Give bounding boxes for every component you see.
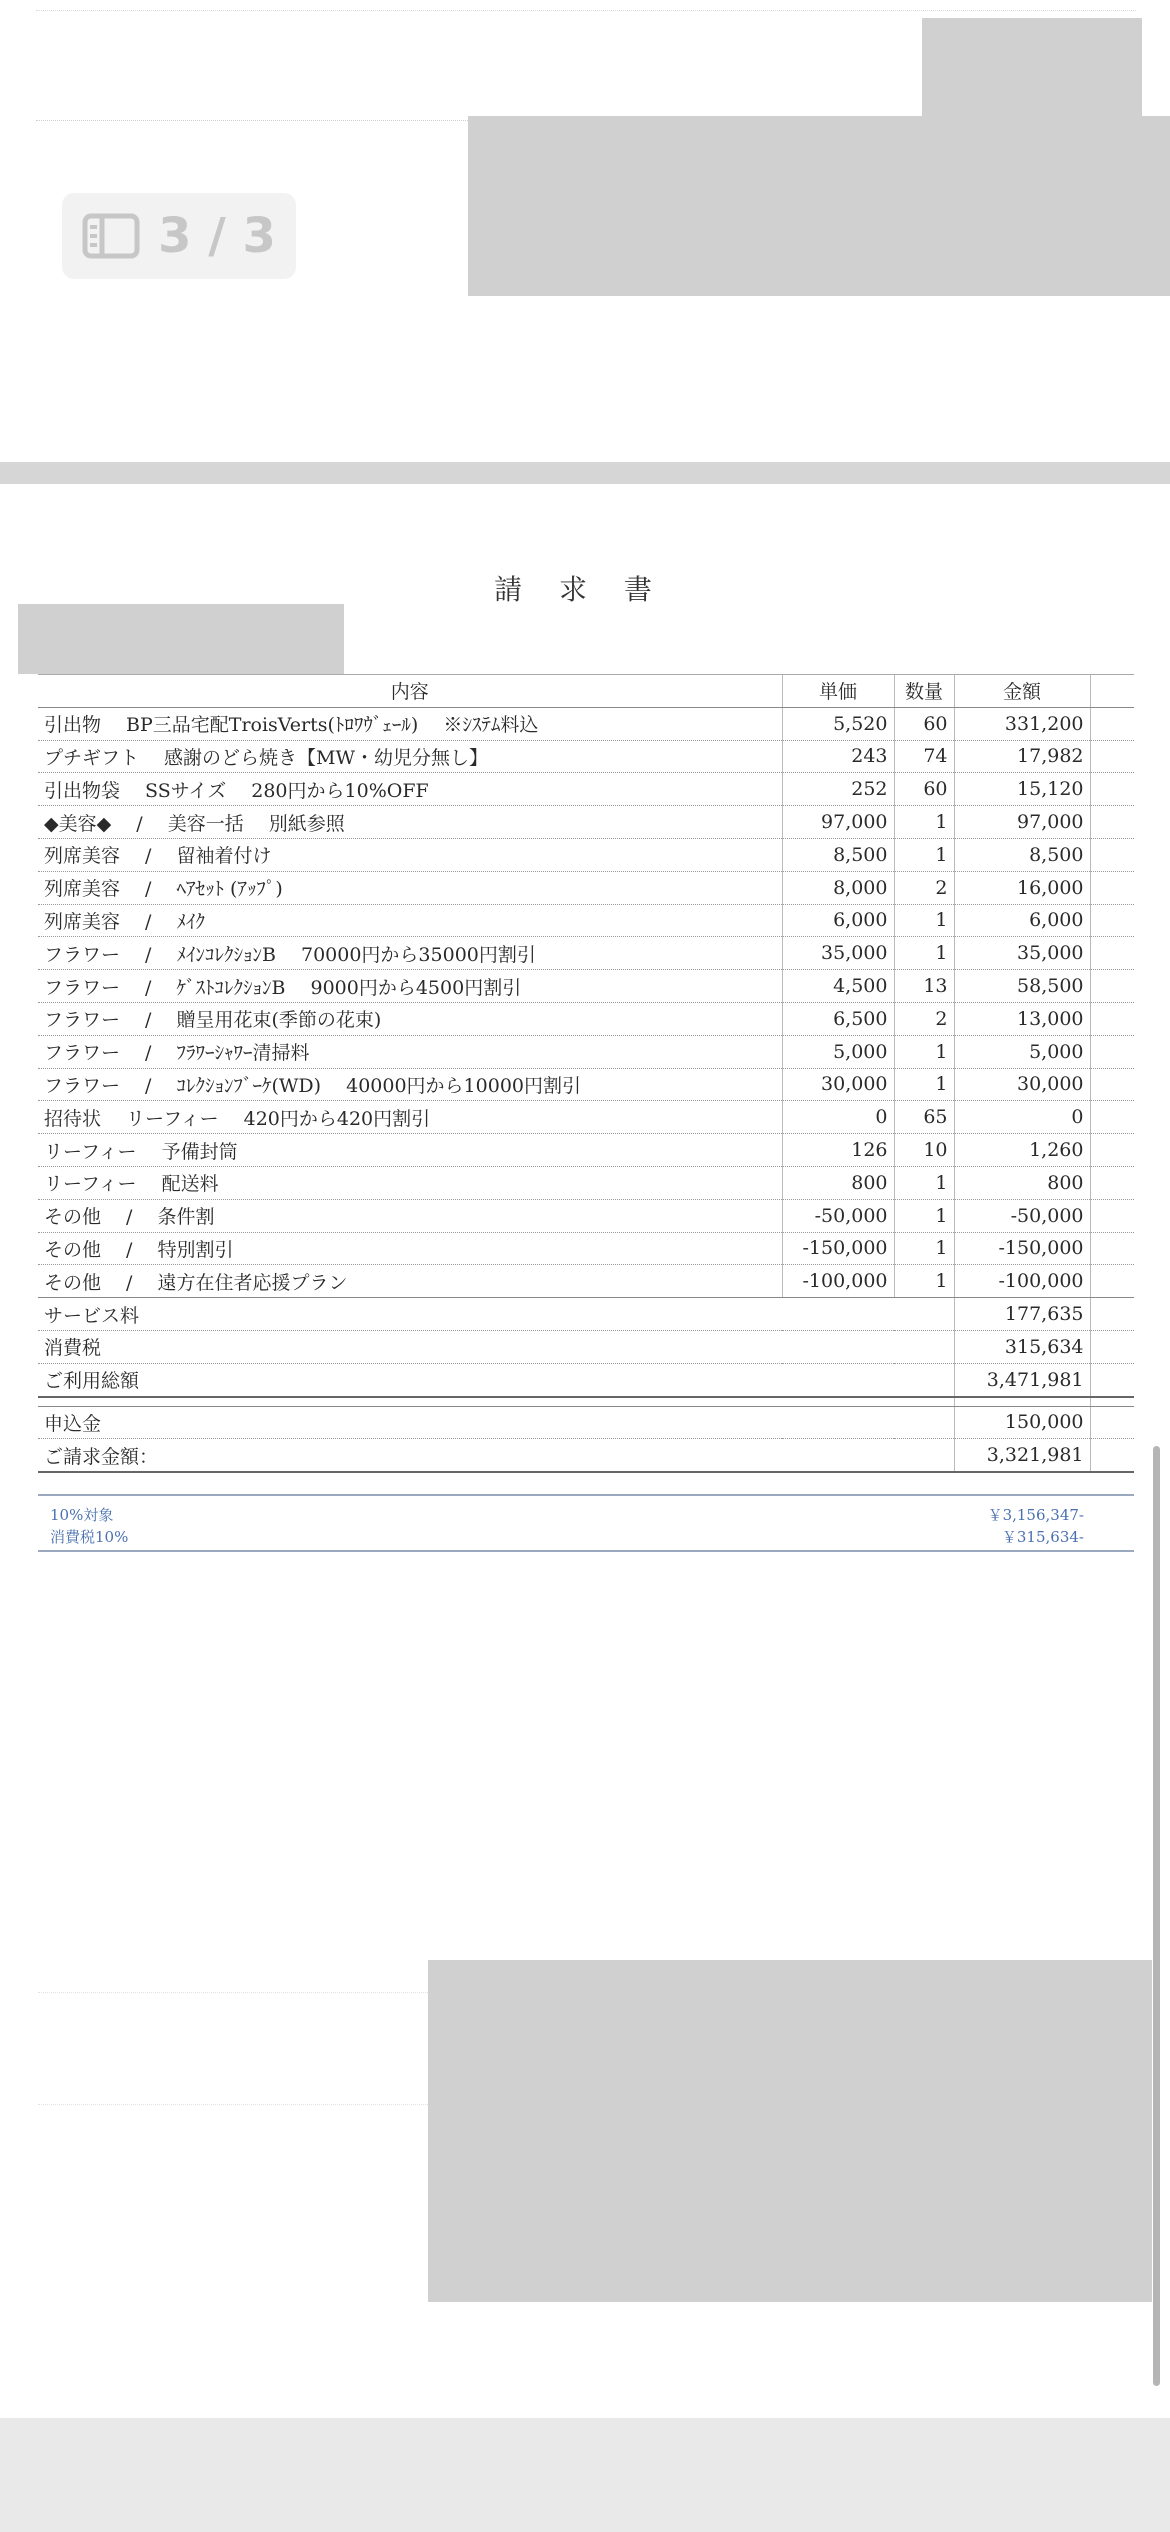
table-row <box>38 904 1134 937</box>
row-amount: 6,000 <box>954 904 1090 937</box>
row-price: 5,000 <box>782 1035 894 1068</box>
row-qty: 60 <box>894 773 954 806</box>
total-row <box>38 1363 1134 1396</box>
row-item: 列席美容 / ﾒｲｸ <box>38 904 782 937</box>
row-amount: 58,500 <box>954 970 1090 1003</box>
row-qty: 1 <box>894 1265 954 1298</box>
row-price: -100,000 <box>782 1265 894 1298</box>
row-price: 800 <box>782 1166 894 1199</box>
table-row <box>38 838 1134 871</box>
row-item: フラワー / ﾒｲﾝｺﾚｸｼｮﾝB 70000円から35000円割引 <box>38 937 782 970</box>
table-header-row <box>38 675 1134 708</box>
total-value: 3,471,981 <box>954 1363 1090 1396</box>
row-qty: 1 <box>894 1068 954 1101</box>
header-item: 内容 <box>38 675 782 708</box>
sidebar-panel-icon <box>82 213 140 259</box>
row-item: フラワー / 贈呈用花束(季節の花束) <box>38 1002 782 1035</box>
row-price: 35,000 <box>782 937 894 970</box>
table-row <box>38 1265 1134 1298</box>
row-qty: 13 <box>894 970 954 1003</box>
row-item: その他 / 遠方在住者応援プラン <box>38 1265 782 1298</box>
row-item: ◆美容◆ / 美容一括 別紙参照 <box>38 806 782 839</box>
row-price: 6,500 <box>782 1002 894 1035</box>
row-price: 5,520 <box>782 707 894 740</box>
row-item: その他 / 条件割 <box>38 1199 782 1232</box>
row-qty: 1 <box>894 1199 954 1232</box>
row-qty: 1 <box>894 937 954 970</box>
table-row <box>38 707 1134 740</box>
table-row <box>38 773 1134 806</box>
tax-row <box>38 1330 1134 1363</box>
row-qty: 1 <box>894 806 954 839</box>
tax-label: 消費税 <box>38 1330 954 1363</box>
deposit-row <box>38 1406 1134 1439</box>
row-amount: 0 <box>954 1101 1090 1134</box>
page-rule <box>38 1992 438 1993</box>
service-fee-label: サービス料 <box>38 1298 954 1331</box>
table-row <box>38 1134 1134 1167</box>
row-qty: 1 <box>894 1035 954 1068</box>
row-item: 列席美容 / 留袖着付け <box>38 838 782 871</box>
previous-page <box>0 0 1170 462</box>
row-amount: 35,000 <box>954 937 1090 970</box>
row-qty: 10 <box>894 1134 954 1167</box>
redaction-block <box>468 116 1170 296</box>
service-fee-value: 177,635 <box>954 1298 1090 1331</box>
total-label: ご利用総額 <box>38 1363 954 1396</box>
billing-row <box>38 1439 1134 1472</box>
redaction-block <box>428 1960 1152 2302</box>
row-price: 8,500 <box>782 838 894 871</box>
header-blank <box>1090 675 1134 708</box>
page-indicator[interactable] <box>62 193 296 279</box>
header-amount: 金額 <box>954 675 1090 708</box>
invoice-page <box>0 484 1170 2418</box>
row-price: 6,000 <box>782 904 894 937</box>
service-fee-row <box>38 1298 1134 1331</box>
scrollbar[interactable] <box>1153 1446 1160 2386</box>
table-row <box>38 1035 1134 1068</box>
table-row <box>38 937 1134 970</box>
row-qty: 2 <box>894 1002 954 1035</box>
table-row <box>38 1002 1134 1035</box>
row-qty: 2 <box>894 871 954 904</box>
row-price: 0 <box>782 1101 894 1134</box>
row-qty: 1 <box>894 838 954 871</box>
row-item: リーフィー 配送料 <box>38 1166 782 1199</box>
table-row <box>38 871 1134 904</box>
row-price: 30,000 <box>782 1068 894 1101</box>
row-amount: 331,200 <box>954 707 1090 740</box>
row-qty: 65 <box>894 1101 954 1134</box>
tax-target-value: ￥3,156,347- <box>987 1506 1084 1524</box>
row-amount: 5,000 <box>954 1035 1090 1068</box>
row-item: リーフィー 予備封筒 <box>38 1134 782 1167</box>
row-amount: 97,000 <box>954 806 1090 839</box>
row-price: 243 <box>782 740 894 773</box>
row-qty: 60 <box>894 707 954 740</box>
redaction-block <box>922 18 1142 118</box>
row-price: 126 <box>782 1134 894 1167</box>
table-row <box>38 1166 1134 1199</box>
row-amount: 15,120 <box>954 773 1090 806</box>
row-item: 引出物袋 SSサイズ 280円から10%OFF <box>38 773 782 806</box>
page-rule <box>36 10 1136 11</box>
billing-label: ご請求金額： <box>38 1439 954 1472</box>
row-price: -50,000 <box>782 1199 894 1232</box>
row-item: プチギフト 感謝のどら焼き【MW・幼児分無し】 <box>38 740 782 773</box>
tax-rate-label: 消費税10% <box>50 1528 129 1546</box>
document-title: 請 求 書 <box>494 573 666 606</box>
table-row <box>38 1232 1134 1265</box>
page-separator <box>0 462 1170 484</box>
table-row <box>38 1199 1134 1232</box>
row-price: 97,000 <box>782 806 894 839</box>
tax-breakdown <box>38 1494 1134 1552</box>
table-row <box>38 1068 1134 1101</box>
page-rule <box>38 2104 438 2105</box>
row-amount: 800 <box>954 1166 1090 1199</box>
row-amount: 13,000 <box>954 1002 1090 1035</box>
row-price: -150,000 <box>782 1232 894 1265</box>
row-amount: -50,000 <box>954 1199 1090 1232</box>
page-indicator-text: 3 / 3 <box>158 208 276 264</box>
row-amount: 17,982 <box>954 740 1090 773</box>
row-amount: -100,000 <box>954 1265 1090 1298</box>
header-qty: 数量 <box>894 675 954 708</box>
row-price: 4,500 <box>782 970 894 1003</box>
row-item: その他 / 特別割引 <box>38 1232 782 1265</box>
table-row <box>38 970 1134 1003</box>
row-item: 招待状 リーフィー 420円から420円割引 <box>38 1101 782 1134</box>
row-qty: 74 <box>894 740 954 773</box>
row-item: 引出物 BP三品宅配TroisVerts(ﾄﾛﾜｳﾞｪｰﾙ) ※ｼｽﾃﾑ料込 <box>38 707 782 740</box>
row-amount: 16,000 <box>954 871 1090 904</box>
row-qty: 1 <box>894 1232 954 1265</box>
redaction-block <box>18 604 344 674</box>
row-qty: 1 <box>894 1166 954 1199</box>
row-item: フラワー / ｹﾞｽﾄｺﾚｸｼｮﾝB 9000円から4500円割引 <box>38 970 782 1003</box>
viewer-background <box>0 2418 1170 2532</box>
row-amount: 8,500 <box>954 838 1090 871</box>
row-qty: 1 <box>894 904 954 937</box>
row-item: 列席美容 / ﾍｱｾｯﾄ (ｱｯﾌﾟ) <box>38 871 782 904</box>
row-item: フラワー / ﾌﾗﾜｰｼｬﾜｰ清掃料 <box>38 1035 782 1068</box>
table-body <box>38 707 1134 1472</box>
table-row <box>38 740 1134 773</box>
tax-rate-value: ￥315,634- <box>1001 1528 1084 1546</box>
row-amount: 30,000 <box>954 1068 1090 1101</box>
row-item: フラワー / ｺﾚｸｼｮﾝﾌﾞｰｹ(WD) 40000円から10000円割引 <box>38 1068 782 1101</box>
deposit-label: 申込金 <box>38 1406 954 1439</box>
row-price: 8,000 <box>782 871 894 904</box>
billing-value: 3,321,981 <box>954 1439 1090 1472</box>
table-row <box>38 1101 1134 1134</box>
row-price: 252 <box>782 773 894 806</box>
invoice-table <box>38 674 1134 1473</box>
tax-value: 315,634 <box>954 1330 1090 1363</box>
row-amount: 1,260 <box>954 1134 1090 1167</box>
row-amount: -150,000 <box>954 1232 1090 1265</box>
header-price: 単価 <box>782 675 894 708</box>
tax-target-label: 10%対象 <box>50 1506 114 1524</box>
table-row <box>38 806 1134 839</box>
deposit-value: 150,000 <box>954 1406 1090 1439</box>
